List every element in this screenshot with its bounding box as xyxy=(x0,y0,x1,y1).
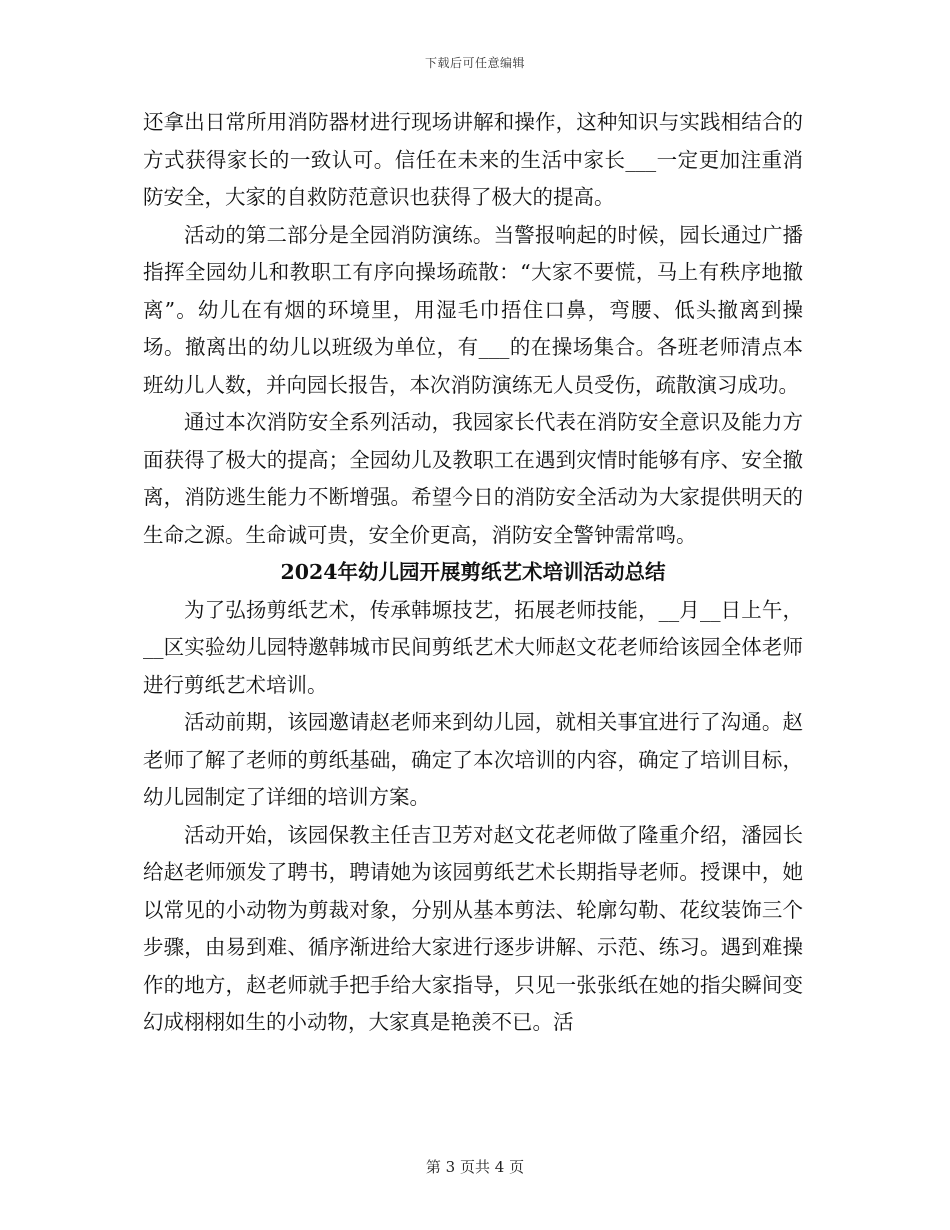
paragraph-activity: 活动开始，该园保教主任吉卫芳对赵文花老师做了隆重介绍，潘园长给赵老师颁发了聘书，聘请她为该园剪纸艺术长期指导老师。授课中，她以常见的小动物为剪裁对象，分别从基本剪法、轮廓勾勒、花纹装饰三个步骤，由易到难、循序渐进给大家进行逐步讲解、示范、练习。遇到难操作的地方，赵老师就手把手给大家指导，只见一张张纸在她的指尖瞬间变幻成栩栩如生的小动物，大家真是艳羡不已。活 xyxy=(143,822,803,1034)
page-number: 第 3 页共 4 页 xyxy=(425,1158,525,1176)
paragraph-preparation: 活动前期，该园邀请赵老师来到幼儿园，就相关事宜进行了沟通。赵老师了解了老师的剪纸基础，确定了本次培训的内容，确定了培训目标，幼儿园制定了详细的培训方案。 xyxy=(143,710,803,809)
section-title: 2024年幼儿园开展剪纸艺术培训活动总结 xyxy=(280,560,666,584)
paragraph-continuation: 还拿出日常所用消防器材进行现场讲解和操作，这种知识与实践相结合的方式获得家长的一致认可。信任在未来的生活中家长___一定更加注重消防安全，大家的自救防范意识也获得了极大的提高。 xyxy=(143,110,803,209)
page-header-note: 下载后可任意编辑 xyxy=(424,56,525,70)
paragraph-fire-drill: 活动的第二部分是全园消防演练。当警报响起的时候，园长通过广播指挥全园幼儿和教职工有序向操场疏散：“大家不要慌，马上有秩序地撤离”。幼儿在有烟的环境里，用湿毛巾捂住口鼻，弯腰、低头撤离到操场。撤离出的幼儿以班级为单位，有___的在操场集合。各班老师清点本班幼儿人数，并向园长报告，本次消防演练无人员受伤，疏散演习成功。 xyxy=(143,222,803,397)
document-body xyxy=(143,104,803,1042)
paragraph-conclusion: 通过本次消防安全系列活动，我园家长代表在消防安全意识及能力方面获得了极大的提高；全园幼儿及教职工在遇到灾情时能够有序、安全撤离，消防逃生能力不断增强。希望今日的消防安全活动为大家提供明天的生命之源。生命诚可贵，安全价更高，消防安全警钟需常鸣。 xyxy=(143,410,803,547)
paragraph-intro: 为了弘扬剪纸艺术，传承韩塬技艺，拓展老师技能，__月__日上午，__区实验幼儿园特邀韩城市民间剪纸艺术大师赵文花老师给该园全体老师进行剪纸艺术培训。 xyxy=(143,597,803,697)
